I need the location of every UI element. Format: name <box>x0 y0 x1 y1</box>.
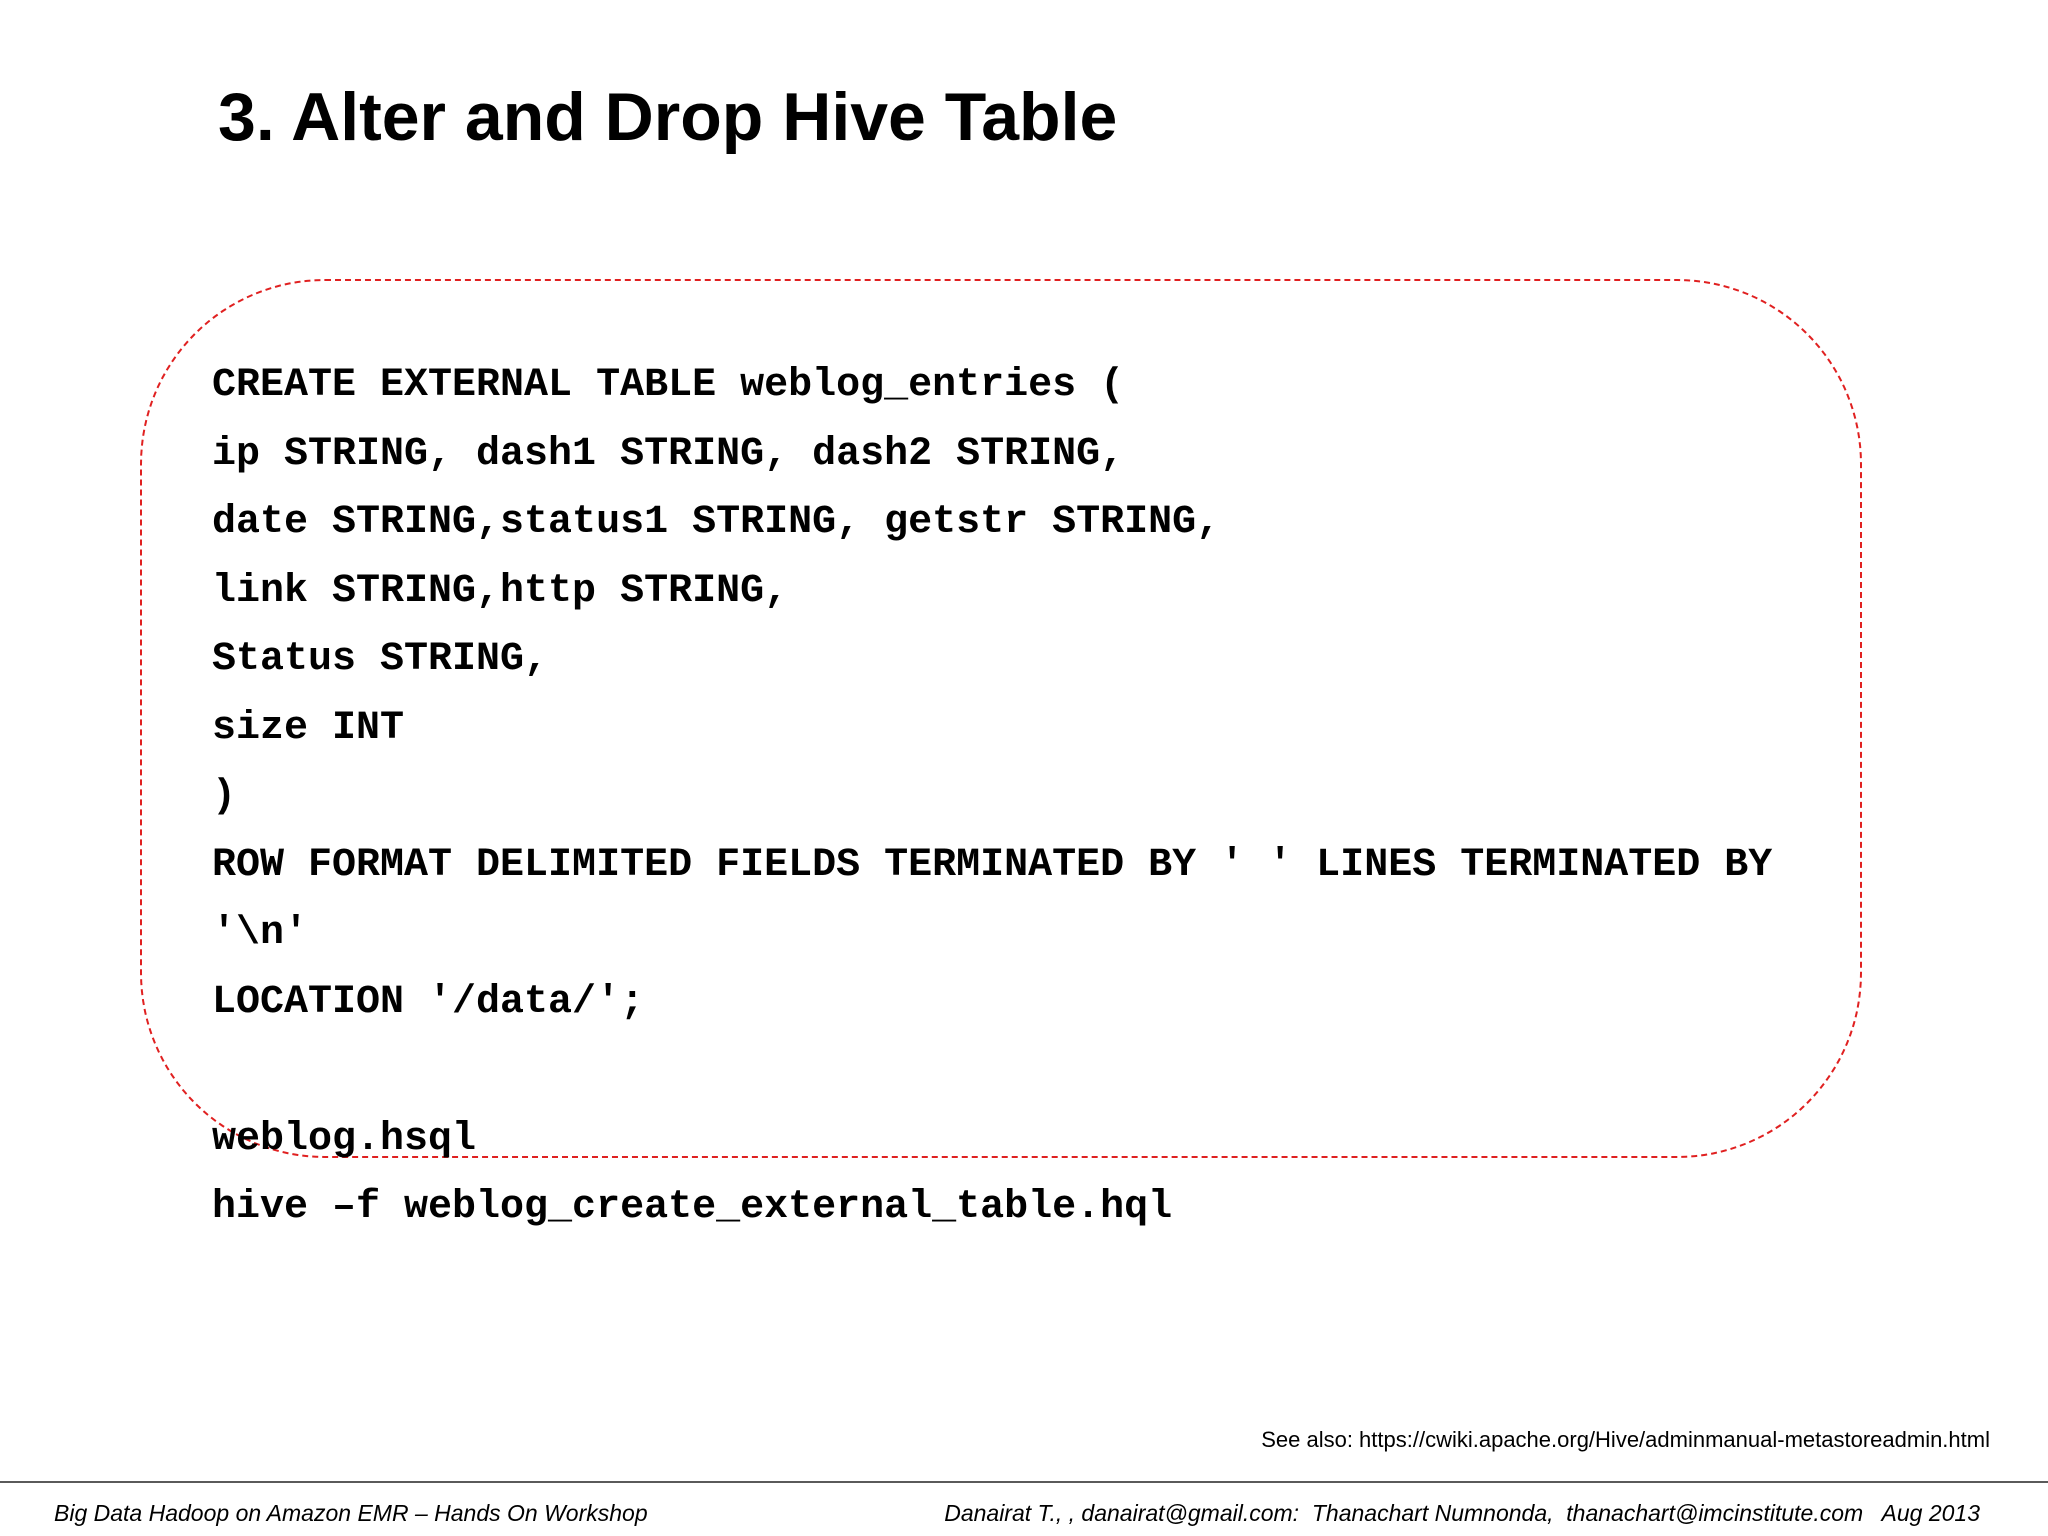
footer-authors: Danairat T., , danairat@gmail.com: Thanachart Numnonda, thanachart@imcinstitute.com Aug 2013 <box>944 1500 1980 1526</box>
see-also-note: See also: https://cwiki.apache.org/Hive/adminmanual-metastoreadmin.html <box>1261 1427 1990 1452</box>
code-line: LOCATION '/data/'; <box>212 979 645 1025</box>
code-line: link STRING,http STRING, <box>212 568 789 614</box>
code-line: Status STRING, <box>212 637 549 682</box>
code-line: weblog.hsql <box>212 1116 477 1162</box>
code-line: size INT <box>212 705 405 751</box>
code-line: ROW FORMAT DELIMITED FIELDS TERMINATED BY ' ' LINES TERMINATED BY <box>212 842 1773 888</box>
code-block <box>212 352 1772 1243</box>
code-line: ) <box>212 774 237 819</box>
code-line: CREATE EXTERNAL TABLE weblog_entries ( <box>212 363 1125 408</box>
code-line-blank <box>212 1037 1772 1106</box>
code-line: date STRING,status1 STRING, getstr STRING, <box>212 500 1221 545</box>
code-line: ip STRING, dash1 STRING, dash2 STRING, <box>212 431 1125 477</box>
code-line: '\n' <box>212 911 309 956</box>
slide-title: 3. Alter and Drop Hive Table <box>218 79 1118 155</box>
code-line: hive –f weblog_create_external_table.hql <box>212 1185 1173 1230</box>
footer-divider <box>0 1481 2048 1483</box>
footer-workshop-title: Big Data Hadoop on Amazon EMR – Hands On Workshop <box>54 1500 648 1526</box>
